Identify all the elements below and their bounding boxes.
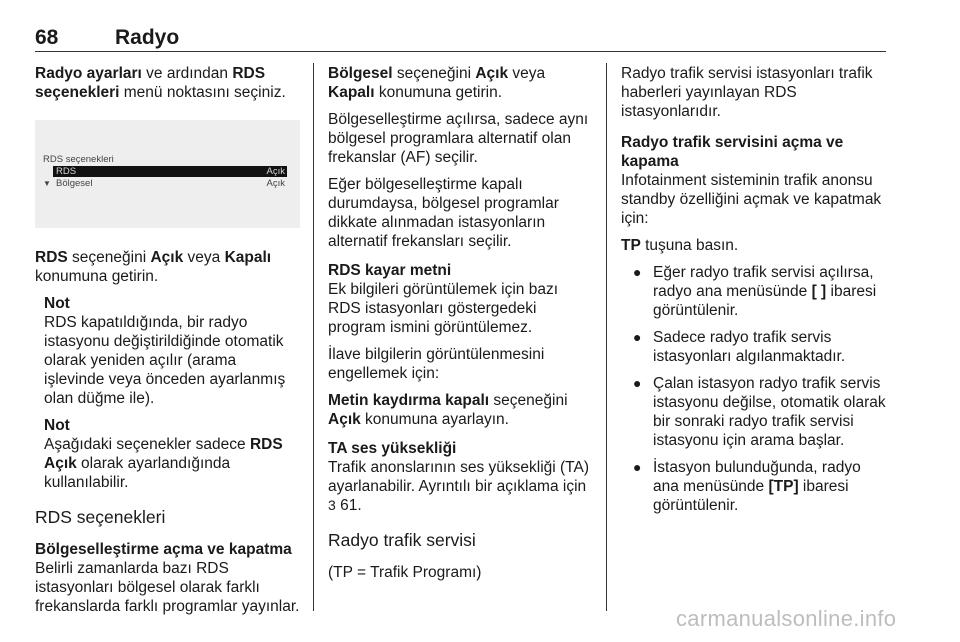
page-title: Radyo	[115, 26, 180, 49]
regional-on-paragraph: Bölgeselleştirme açılırsa, sadece aynı bölgesel programlara alternatif olan frekanslar (AF) seçilir.	[328, 111, 589, 166]
note-2	[44, 416, 300, 492]
tp-definition: (TP = Trafik Programı)	[328, 564, 482, 581]
column-2	[328, 64, 593, 590]
column-divider	[313, 63, 314, 611]
bullet-icon: ●	[633, 329, 642, 345]
page-header	[35, 28, 886, 52]
screenshot-row-regional: ▼ Bölgesel Açık	[43, 178, 285, 189]
section-heading-rds-options: RDS seçenekleri	[35, 507, 166, 527]
list-item: ● İstasyon bulunduğunda, radyo ana menüsünde [TP] ibaresi görüntülenir.	[633, 459, 861, 514]
traffic-toggle-paragraph: Infotainment sisteminin trafik anonsu standby özelliğini açmak ve kapatmak için:	[621, 172, 882, 227]
subheading-regionalization: Bölgeselleştirme açma ve kapatma	[35, 541, 292, 558]
bullet-icon: ●	[633, 459, 642, 475]
traffic-bullet-list	[631, 263, 886, 515]
screenshot-row-rds: RDS Açık	[53, 166, 287, 177]
scroll-off-paragraph: Metin kaydırma kapalı seçeneğini Açık konumuna ayarlayın.	[328, 392, 568, 428]
block-info-paragraph: İlave bilgilerin görüntülenmesini engellemek için:	[328, 346, 545, 382]
list-item: ● Çalan istasyon radyo trafik servis istasyonu değilse, otomatik olarak bir sonraki radyo trafik servisi istasyonu için arama başlar.	[633, 375, 886, 449]
regionalization-paragraph: Belirli zamanlarda bazı RDS istasyonları bölgesel olarak farklı frekanslarda farklı programlar yayınlar.	[35, 560, 300, 615]
regional-off-paragraph: Eğer bölgeselleştirme kapalı durumdaysa, bölgesel programlar dikkate alınmadan istasyonların alternatif frekansları seçilir.	[328, 176, 559, 250]
subheading-rds-scroll-text: RDS kayar metni	[328, 262, 452, 279]
arrow-down-icon: ▼	[43, 179, 51, 188]
scroll-text-paragraph: Ek bilgileri görüntülemek için bazı RDS istasyonları göstergedeki program ismini görüntülemez.	[328, 281, 559, 336]
note-title: Not	[44, 295, 70, 312]
note-1	[44, 294, 300, 408]
traffic-stations-paragraph: Radyo trafik servisi istasyonları trafik haberleri yayınlayan RDS istasyonlarıdır.	[621, 65, 873, 120]
subheading-ta-volume: TA ses yüksekliği	[328, 440, 457, 457]
column-divider	[606, 63, 607, 611]
subheading-traffic-toggle: Radyo trafik servisini açma ve kapama	[621, 134, 844, 170]
rds-toggle-paragraph: RDS seçeneğini Açık veya Kapalı konumuna getirin.	[35, 249, 272, 285]
list-item: ● Sadece radyo trafik servis istasyonları algılanmaktadır.	[633, 329, 846, 365]
bullet-icon: ●	[633, 375, 642, 391]
column-3	[621, 64, 886, 523]
section-heading-traffic-service: Radyo trafik servisi	[328, 530, 476, 550]
note-text: Aşağıdaki seçenekler sadece RDS Açık olarak ayarlandığında kullanılabilir.	[44, 436, 283, 491]
screenshot-title: RDS seçenekleri	[43, 154, 114, 165]
tp-press-paragraph: TP tuşuna basın.	[621, 237, 739, 254]
watermark: carmanualsonline.info	[676, 606, 897, 631]
column-1	[35, 64, 300, 624]
list-item: ● Eğer radyo trafik servisi açılırsa, radyo ana menüsünde [ ] ibaresi görüntülenir.	[633, 264, 877, 319]
rds-options-screenshot	[35, 120, 300, 228]
ta-volume-paragraph: Trafik anonslarının ses yüksekliği (TA) ayarlanabilir. Ayrıntılı bir açıklama için 3 61.	[328, 459, 590, 514]
page-reference-icon: 3	[328, 497, 336, 513]
note-text: RDS kapatıldığında, bir radyo istasyonu değiştirildiğinde otomatik olarak yeniden açılır (arama işlevinde veya önceden ayarlanmış olan düğme ile).	[44, 314, 286, 407]
bullet-icon: ●	[633, 264, 642, 280]
note-title: Not	[44, 417, 70, 434]
regional-toggle-paragraph: Bölgesel seçeneğini Açık veya Kapalı konumuna getirin.	[328, 65, 546, 101]
intro-paragraph: Radyo ayarları ve ardından RDS seçenekleri menü noktasını seçiniz.	[35, 65, 286, 101]
page-number: 68	[35, 26, 59, 49]
